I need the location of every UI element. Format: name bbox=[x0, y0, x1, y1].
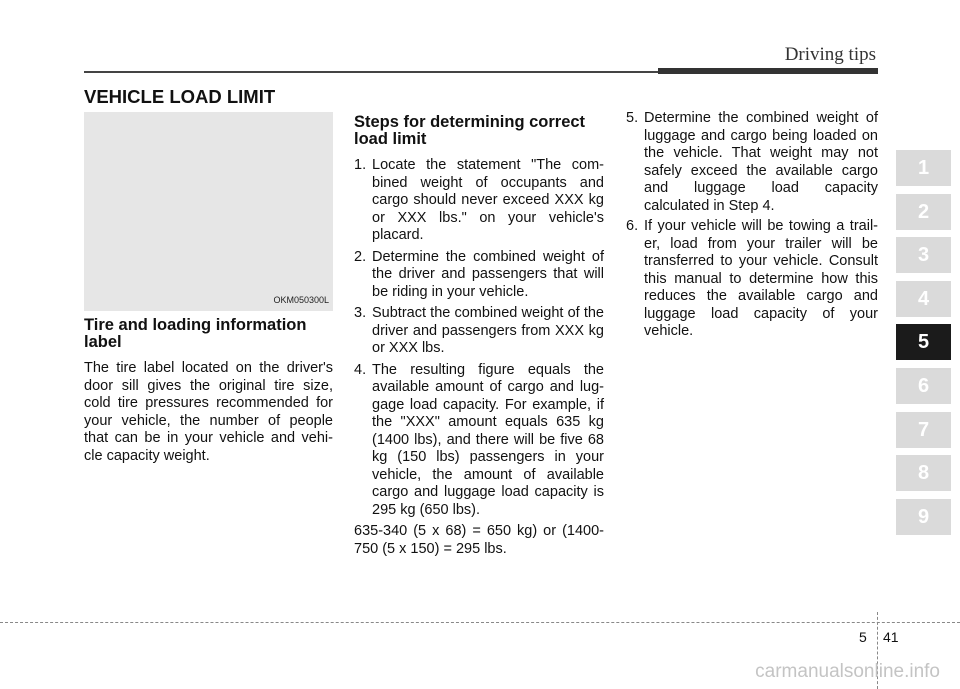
step-item bbox=[626, 110, 878, 215]
chapter-tab-7[interactable]: 7 bbox=[896, 412, 951, 448]
step-item bbox=[354, 157, 604, 245]
chapter-tab-6[interactable]: 6 bbox=[896, 368, 951, 404]
step-text: Subtract the combined weight of the driver and passengers from XXX kg or XXX lbs. bbox=[372, 305, 604, 356]
steps-heading: Steps for determining correct load limit bbox=[354, 113, 586, 148]
right-column bbox=[626, 110, 878, 344]
section-title: VEHICLE LOAD LIMIT bbox=[84, 86, 276, 107]
chapter-tabs bbox=[896, 150, 951, 542]
step-text: If your vehicle will be towing a trail-er, load from your trailer will be transferred to your vehicle. Consult this manual to determine how this reduces the available cargo and luggage load capacity of your vehicle. bbox=[644, 218, 878, 339]
tire-label-heading: Tire and loading information label bbox=[84, 316, 307, 351]
footer-chapter-number: 5 bbox=[859, 629, 867, 645]
step-item bbox=[626, 218, 878, 341]
step-text: Locate the statement "The com-bined weight of occupants and cargo should never exceed XXX kg or XXX lbs." on your vehicle's placard. bbox=[372, 157, 604, 243]
step-number: 2. bbox=[354, 248, 367, 265]
chapter-tab-9[interactable]: 9 bbox=[896, 499, 951, 535]
chapter-tab-4[interactable]: 4 bbox=[896, 281, 951, 317]
chapter-tab-1[interactable]: 1 bbox=[896, 150, 951, 186]
step-text: Determine the combined weight of the driver and passengers that will be riding in your vehicle. bbox=[372, 248, 604, 300]
step-text: Determine the combined weight of luggage and cargo being loaded on the vehicle. That weight may not safely exceed the available cargo and luggage load capacity calculated in Step 4. bbox=[644, 110, 878, 214]
figure-code: OKM050300L bbox=[273, 295, 329, 305]
tire-label-body: The tire label located on the driver's door sill gives the original tire size, cold tire pressures recommended for your vehicle, the number of people that can be in your vehicle and vehi-cle capacity weight. bbox=[84, 360, 333, 464]
header-rule bbox=[84, 71, 658, 73]
footer-rule bbox=[0, 622, 960, 623]
step-item bbox=[354, 305, 604, 358]
steps-list bbox=[354, 157, 604, 519]
tire-label-figure bbox=[84, 112, 333, 311]
step-item bbox=[354, 362, 604, 520]
step-number: 4. bbox=[354, 361, 367, 378]
step-number: 3. bbox=[354, 305, 367, 321]
step-text: The resulting figure equals the available amount of cargo and lug-gage load capacity. For example, if the "XXX" amount equals 635 kg (1400 lbs), and there will be five 68 kg (150 lbs) passengers in your vehicle, the amount of available cargo and luggage load capacity is 295 kg (650 lbs). bbox=[372, 361, 604, 518]
chapter-tab-8[interactable]: 8 bbox=[896, 455, 951, 491]
step-item bbox=[354, 249, 604, 302]
chapter-tab-3[interactable]: 3 bbox=[896, 237, 951, 273]
step-number: 6. bbox=[626, 218, 639, 234]
watermark: carmanualsonline.info bbox=[755, 661, 940, 682]
footer-page-number: 41 bbox=[883, 629, 899, 645]
step-number: 5. bbox=[626, 110, 639, 126]
step-number: 1. bbox=[354, 157, 367, 173]
chapter-tab-2[interactable]: 2 bbox=[896, 194, 951, 230]
steps-list-continued bbox=[626, 110, 878, 341]
chapter-tab-5[interactable]: 5 bbox=[896, 324, 951, 360]
middle-column bbox=[354, 110, 604, 558]
header-bar bbox=[658, 68, 878, 74]
formula-text: 635-340 (5 x 68) = 650 kg) or (1400-750 (5 x 150) = 295 lbs. bbox=[354, 523, 604, 557]
left-column bbox=[84, 313, 333, 465]
running-header: Driving tips bbox=[784, 44, 876, 65]
